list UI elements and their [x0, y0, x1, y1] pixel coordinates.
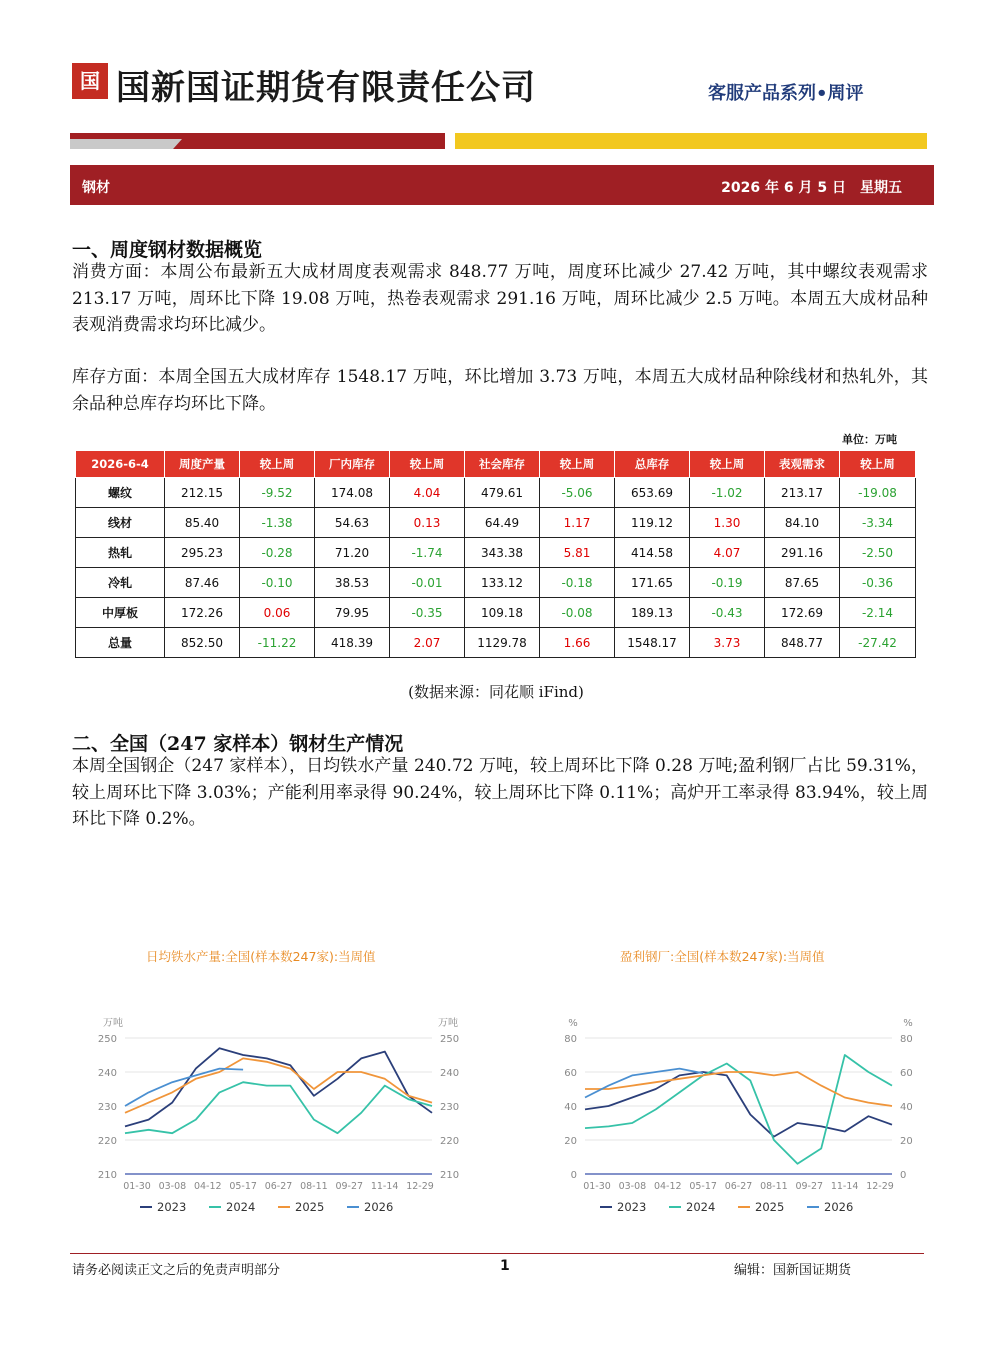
- table-cell: 54.63: [315, 508, 390, 538]
- table-cell: -1.74: [390, 538, 465, 568]
- table-cell: 213.17: [765, 478, 840, 508]
- company-logo: 国新: [72, 63, 108, 99]
- header-stripe-yellow: [455, 133, 927, 149]
- y-tick-label-right: 210: [440, 1170, 460, 1181]
- table-cell: -19.08: [840, 478, 916, 508]
- footer-rule: [70, 1253, 924, 1254]
- table-cell: 87.65: [765, 568, 840, 598]
- table-cell: -1.38: [240, 508, 315, 538]
- y-tick-label-right: 220: [440, 1136, 460, 1147]
- x-tick-label: 05-17: [229, 1181, 257, 1192]
- y-tick-label-right: 20: [900, 1136, 913, 1147]
- table-cell: 189.13: [615, 598, 690, 628]
- y-tick-label-right: 240: [440, 1068, 460, 1079]
- table-cell: 109.18: [465, 598, 540, 628]
- steel-data-table: [75, 450, 916, 658]
- table-row-label: 线材: [76, 508, 165, 538]
- legend-label-2024: 2024: [226, 1200, 256, 1214]
- section1-title: 一、周度钢材数据概览: [72, 239, 263, 261]
- legend-label-2023: 2023: [617, 1200, 647, 1214]
- table-cell: 85.40: [165, 508, 240, 538]
- x-tick-label: 03-08: [618, 1181, 647, 1192]
- title-banner: [70, 165, 934, 205]
- table-cell: 2.07: [390, 628, 465, 658]
- table-cell: 79.95: [315, 598, 390, 628]
- table-cell: 119.12: [615, 508, 690, 538]
- table-row-label: 总量: [76, 628, 165, 658]
- chart-iron-output: [70, 1010, 470, 1220]
- product-series: 客服产品系列•周评: [708, 83, 864, 104]
- y-tick-label-right: 80: [900, 1034, 913, 1045]
- table-cell: 343.38: [465, 538, 540, 568]
- page-number: 1: [500, 1258, 510, 1274]
- table-cell: 848.77: [765, 628, 840, 658]
- banner-date-block: [707, 177, 902, 197]
- table-cell: 1548.17: [615, 628, 690, 658]
- table-cell: 291.16: [765, 538, 840, 568]
- table-header-cell: 较上周: [540, 451, 615, 478]
- table-cell: 172.69: [765, 598, 840, 628]
- table-header-cell: 较上周: [840, 451, 916, 478]
- y-tick-label-right: 230: [440, 1102, 460, 1113]
- legend-label-2026: 2026: [824, 1200, 854, 1214]
- table-cell: 295.23: [165, 538, 240, 568]
- series-line-2023: [585, 1072, 892, 1137]
- y-axis-unit-right: 万吨: [438, 1018, 458, 1029]
- table-cell: -0.28: [240, 538, 315, 568]
- x-tick-label: 06-27: [724, 1181, 753, 1192]
- table-cell: 1.17: [540, 508, 615, 538]
- x-tick-label: 04-12: [653, 1181, 682, 1192]
- table-cell: -0.01: [390, 568, 465, 598]
- table-cell: 38.53: [315, 568, 390, 598]
- y-axis-unit-right: %: [903, 1018, 913, 1029]
- legend-label-2024: 2024: [686, 1200, 716, 1214]
- x-tick-label: 05-17: [689, 1181, 717, 1192]
- series-line-2026: [125, 1069, 243, 1106]
- company-name: 国新国证期货有限责任公司: [116, 68, 536, 108]
- table-cell: 172.26: [165, 598, 240, 628]
- table-row-label: 螺纹: [76, 478, 165, 508]
- banner-weekday: 星期五: [860, 180, 902, 196]
- table-row: [76, 478, 916, 508]
- table-cell: -0.18: [540, 568, 615, 598]
- table-cell: 87.46: [165, 568, 240, 598]
- table-cell: 133.12: [465, 568, 540, 598]
- legend-label-2026: 2026: [364, 1200, 394, 1214]
- table-row: [76, 628, 916, 658]
- y-tick-label-right: 250: [440, 1034, 460, 1045]
- x-tick-label: 11-14: [370, 1181, 399, 1192]
- table-cell: 653.69: [615, 478, 690, 508]
- table-cell: -0.36: [840, 568, 916, 598]
- table-cell: -0.35: [390, 598, 465, 628]
- table-cell: 171.65: [615, 568, 690, 598]
- table-cell: 1.30: [690, 508, 765, 538]
- header-stripe-gray: [70, 139, 182, 149]
- table-header-cell: 社会库存: [465, 451, 540, 478]
- y-tick-label: 220: [97, 1136, 117, 1147]
- chart-profitable-mills: [530, 1010, 930, 1220]
- banner-date: 2026 年 6 月 5 日: [721, 180, 846, 196]
- table-header-cell: 厂内库存: [315, 451, 390, 478]
- x-tick-label: 09-27: [335, 1181, 364, 1192]
- table-cell: 5.81: [540, 538, 615, 568]
- y-tick-label: 0: [570, 1170, 577, 1181]
- banner-category: 钢材: [82, 180, 110, 196]
- x-tick-label: 03-08: [158, 1181, 187, 1192]
- y-tick-label: 80: [564, 1034, 577, 1045]
- table-header-cell: 较上周: [690, 451, 765, 478]
- table-cell: -0.43: [690, 598, 765, 628]
- table-cell: -9.52: [240, 478, 315, 508]
- table-cell: 414.58: [615, 538, 690, 568]
- table-row: [76, 508, 916, 538]
- table-cell: 4.07: [690, 538, 765, 568]
- chart2-title: 盈利钢厂:全国(样本数247家):当周值: [620, 949, 825, 964]
- series-line-2024: [125, 1082, 432, 1133]
- section2-title: 二、全国（247 家样本）钢材生产情况: [72, 733, 404, 755]
- chart1-title: 日均铁水产量:全国(样本数247家):当周值: [146, 949, 376, 964]
- y-tick-label: 40: [564, 1102, 577, 1113]
- y-tick-label-right: 0: [900, 1170, 907, 1181]
- table-unit: 单位：万吨: [842, 433, 897, 446]
- table-header-cell: 周度产量: [165, 451, 240, 478]
- table-cell: 418.39: [315, 628, 390, 658]
- legend-label-2023: 2023: [157, 1200, 187, 1214]
- table-cell: -27.42: [840, 628, 916, 658]
- y-tick-label: 250: [97, 1034, 117, 1045]
- table-cell: 212.15: [165, 478, 240, 508]
- y-tick-label-right: 40: [900, 1102, 913, 1113]
- table-cell: -1.02: [690, 478, 765, 508]
- table-header-cell: 表观需求: [765, 451, 840, 478]
- y-axis-unit-left: 万吨: [103, 1018, 123, 1029]
- x-tick-label: 12-29: [866, 1181, 894, 1192]
- footer-editor: 编辑：国新国证期货: [734, 1263, 852, 1278]
- table-cell: -3.34: [840, 508, 916, 538]
- x-tick-label: 06-27: [264, 1181, 293, 1192]
- y-tick-label: 240: [97, 1068, 117, 1079]
- table-header-cell: 较上周: [240, 451, 315, 478]
- table-cell: 0.13: [390, 508, 465, 538]
- table-cell: 3.73: [690, 628, 765, 658]
- table-header-cell: 较上周: [390, 451, 465, 478]
- table-row-label: 热轧: [76, 538, 165, 568]
- table-cell: 479.61: [465, 478, 540, 508]
- data-source: (数据来源：同花顺 iFind): [408, 683, 584, 701]
- x-tick-label: 04-12: [193, 1181, 222, 1192]
- table-cell: -2.14: [840, 598, 916, 628]
- legend-label-2025: 2025: [295, 1200, 325, 1214]
- table-cell: 1129.78: [465, 628, 540, 658]
- table-cell: 71.20: [315, 538, 390, 568]
- table-row-label: 中厚板: [76, 598, 165, 628]
- section1-consumption-paragraph: 消费方面：本周公布最新五大成材周度表观需求 848.77 万吨，周度环比减少 27.42 万吨，其中螺纹表观需求 213.17 万吨，周环比下降 19.08 万吨，热卷表观需求 291.16 万吨，周环比减少 2.5 万吨。本周五大成材品种表观消费需求均环比减少。: [72, 262, 928, 335]
- x-tick-label: 11-14: [830, 1181, 859, 1192]
- table-header-cell: 2026-6-4: [76, 451, 165, 478]
- table-row: [76, 598, 916, 628]
- y-tick-label: 210: [97, 1170, 117, 1181]
- y-axis-unit-left: %: [568, 1018, 578, 1029]
- x-tick-label: 01-30: [123, 1181, 151, 1192]
- x-tick-label: 08-11: [760, 1181, 788, 1192]
- section1-inventory-paragraph: 库存方面：本周全国五大成材库存 1548.17 万吨，环比增加 3.73 万吨，本周五大成材品种除线材和热轧外，其余品种总库存均环比下降。: [72, 367, 928, 414]
- table-cell: -0.19: [690, 568, 765, 598]
- table-cell: -0.10: [240, 568, 315, 598]
- x-tick-label: 12-29: [406, 1181, 434, 1192]
- table-row: [76, 568, 916, 598]
- table-cell: 174.08: [315, 478, 390, 508]
- table-header-row: [76, 451, 916, 478]
- table-cell: -11.22: [240, 628, 315, 658]
- x-tick-label: 08-11: [300, 1181, 328, 1192]
- table-cell: 1.66: [540, 628, 615, 658]
- x-tick-label: 01-30: [583, 1181, 611, 1192]
- table-cell: -0.08: [540, 598, 615, 628]
- table-cell: 4.04: [390, 478, 465, 508]
- table-row-label: 冷轧: [76, 568, 165, 598]
- y-tick-label: 20: [564, 1136, 577, 1147]
- table-row: [76, 538, 916, 568]
- table-cell: 0.06: [240, 598, 315, 628]
- table-cell: 852.50: [165, 628, 240, 658]
- table-cell: -5.06: [540, 478, 615, 508]
- footer-disclaimer: 请务必阅读正文之后的免责声明部分: [72, 1263, 281, 1278]
- x-tick-label: 09-27: [795, 1181, 824, 1192]
- y-tick-label: 230: [97, 1102, 117, 1113]
- legend-label-2025: 2025: [755, 1200, 785, 1214]
- y-tick-label: 60: [564, 1068, 577, 1079]
- table-cell: 84.10: [765, 508, 840, 538]
- section2-paragraph: 本周全国钢企（247 家样本），日均铁水产量 240.72 万吨，较上周环比下降 0.28 万吨;盈利钢厂占比 59.31%，较上周环比下降 3.03%；产能利用率录得 90.24%，较上周环比下降 0.11%；高炉开工率录得 83.94%，较上周环比下降 0.2%。: [72, 756, 928, 829]
- table-cell: 64.49: [465, 508, 540, 538]
- y-tick-label-right: 60: [900, 1068, 913, 1079]
- table-header-cell: 总库存: [615, 451, 690, 478]
- table-cell: -2.50: [840, 538, 916, 568]
- series-line-2025: [585, 1072, 892, 1106]
